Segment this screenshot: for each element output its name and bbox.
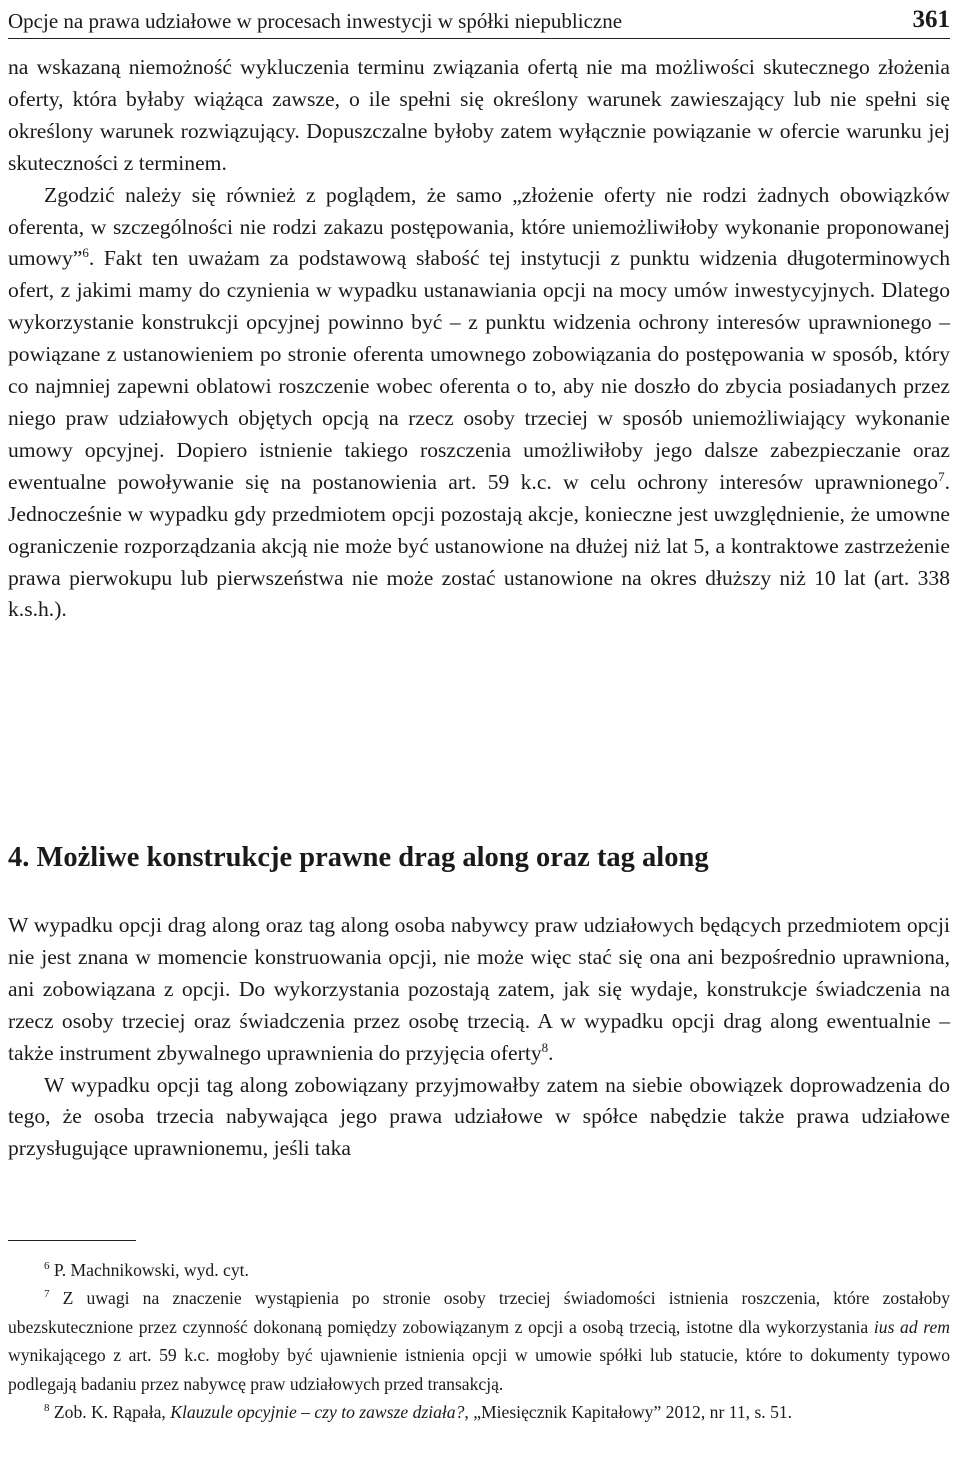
body-text-upper xyxy=(8,52,950,626)
paragraph-continuation xyxy=(8,52,950,180)
footnote xyxy=(8,1284,950,1398)
body-text-lower xyxy=(8,910,950,1165)
page-number: 361 xyxy=(912,6,950,33)
paragraph-text: Zgodzić należy się również z poglądem, że samo „złożenie oferty nie rodzi żadnych obowiązków oferenta, w szczególności nie rodzi zakazu postępowania, które uniemożliwiłoby wykonanie proponowanej umowy” xyxy=(8,182,950,271)
footnote-mark: 7 xyxy=(44,1288,50,1301)
footnote-text: , „Miesięcznik Kapitałowy” 2012, nr 11, s. 51. xyxy=(464,1402,793,1423)
paragraph-text: . Jednocześnie w wypadku gdy przedmiotem opcji pozostają akcje, konieczne jest uwzględnienie, że umowne ograniczenie rozporządzania akcją nie może być ustanowione na dłużej niż lat 5, a kontraktowe zastrzeżenie prawa pierwokupu lub pierwszeństwa nie może zostać ustanowione na okres dłuższy niż 10 lat (art. 338 k.s.h.). xyxy=(8,469,950,622)
running-title: Opcje na prawa udziałowe w procesach inwestycji w spółki niepubliczne xyxy=(8,9,623,33)
footnote-reference[interactable]: 6 xyxy=(82,245,89,261)
footnote-italic: Klauzule opcyjnie – czy to zawsze działa? xyxy=(170,1402,465,1423)
footnote-reference[interactable]: 7 xyxy=(938,468,945,484)
paragraph-text: . Fakt ten uważam za podstawową słabość tej instytucji z punktu widzenia długoterminowych ofert, z jakimi mamy do czynienia w wypadku ustanawiania opcji na mocy umów inwestycyjnych. Dlatego wykorzystanie konstrukcji opcyjnej powinno być – z punktu widzenia ochrony interesów uprawnionego – powiązane z ustanowieniem po stronie oferenta umownego zobowiązania do postępowania w sposób, który co najmniej zapewni oblatowi roszczenie wobec oferenta o to, aby nie doszło do zbycia posiadanych przez niego praw udziałowych objętych opcją na rzecz osoby trzeciej w sposób uniemożliwiający wykonanie umowy opcyjnej. Dopiero istnienie takiego roszczenia umożliwiłoby jego dalsze zabezpieczanie oraz ewentualne powoływanie się na postanowienia art. 59 k.c. w celu ochrony interesów uprawnionego xyxy=(8,246,950,494)
footnote-italic: ius ad rem xyxy=(873,1316,950,1337)
footnote xyxy=(8,1398,950,1426)
footnote-mark: 6 xyxy=(44,1260,50,1273)
footnote-mark: 8 xyxy=(44,1402,50,1415)
footnote-text: Z uwagi na znaczenie wystąpienia po stronie osoby trzeciej świadomości istnienia roszczenia, które zostałoby ubezskutecznione przez czynność dokonaną pomiędzy zobowiązanym z opcji a osobą trzecią, istotne dla wykorzystania xyxy=(8,1288,951,1337)
paragraph-text: . xyxy=(548,1040,554,1065)
footnote-text: Zob. K. Rąpała, xyxy=(53,1402,171,1423)
paragraph xyxy=(8,910,950,1070)
footnote-divider xyxy=(8,1240,136,1241)
paragraph-text: na wskazaną niemożność wykluczenia terminu związania ofertą nie ma możliwości skutecznego złożenia oferty, która byłaby wiążąca zawsze, o ile spełni się określony warunek zawieszający lub nie spełni się określony warunek rozwiązujący. Dopuszczalne byłoby zatem wyłącznie powiązanie w ofercie warunku jej skuteczności z terminem. xyxy=(8,55,950,175)
paragraph-text: W wypadku opcji drag along oraz tag along osoba nabywcy praw udziałowych będących przedmiotem opcji nie jest znana w momencie konstruowania opcji, nie może więc stać się ona ani bezpośrednio uprawniona, ani zobowiązana z opcji. Do wykorzystania pozostają zatem, jak się wydaje, konstrukcje świadczenia na rzecz osoby trzeciej oraz świadczenia przez osobę trzecią. A w wypadku opcji drag along ewentualnie – także instrument zbywalnego uprawnienia do przyjęcia oferty xyxy=(8,913,950,1065)
paragraph xyxy=(8,1070,950,1166)
paragraph-text: W wypadku opcji tag along zobowiązany przyjmowałby zatem na siebie obowiązek doprowadzenia do tego, że osoba trzecia nabywająca jego prawa udziałowe w spółce nabędzie także prawa udziałowe przysługujące uprawnionemu, jeśli taka xyxy=(8,1072,950,1161)
footnote xyxy=(8,1256,950,1284)
footnotes xyxy=(8,1256,950,1426)
footnote-text: P. Machnikowski, wyd. cyt. xyxy=(53,1260,249,1280)
footnote-reference[interactable]: 8 xyxy=(541,1039,549,1055)
paragraph xyxy=(8,180,950,627)
running-header xyxy=(8,4,950,39)
section-heading: 4. Możliwe konstrukcje prawne drag along oraz tag along xyxy=(8,842,709,873)
footnote-text: wynikającego z art. 59 k.c. mogłoby być ujawnienie istnienia opcji w umowie spółki lub statucie, które to dokumenty typowo podlegają badaniu przez nabywcę praw udziałowych przed transakcją. xyxy=(8,1345,950,1394)
